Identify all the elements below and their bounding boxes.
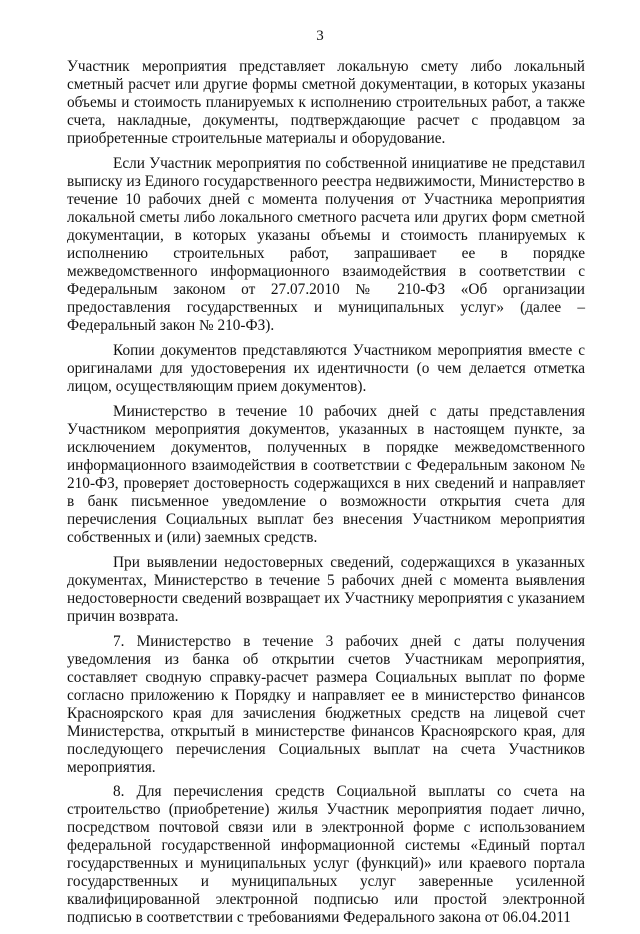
paragraph-document-copies: Копии документов представляются Участником мероприятия вместе с оригиналами для удостоверения их идентичности (о чем делается отметка лицом, осуществляющим прием документов). [67,342,585,395]
page-number: 3 [316,28,324,44]
paragraph-invalid-data-return: При выявлении недостоверных сведений, содержащихся в указанных документах, Министерство в течение 5 рабочих дней с момента выявления недостоверности сведений возвращает их Участнику мероприятия с указанием причин возврата. [67,554,585,625]
document-body [67,58,585,934]
paragraph-item-7: 7. Министерство в течение 3 рабочих дней с даты получения уведомления из банка об открытии счетов Участникам мероприятия, составляет сводную справку-расчет размера Социальных выплат по форме согласно приложению к Порядку и направляет ее в министерство финансов Красноярского края для зачисления бюджетных средств на лицевой счет Министерства, открытый в министерстве финансов Красноярского края, для последующего перечисления Социальных выплат на счета Участников мероприятия. [67,633,585,776]
paragraph-estimate-documents: Участник мероприятия представляет локальную смету либо локальный сметный расчет или другие формы сметной документации, в которых указаны объемы и стоимость планируемых к исполнению строительных работ, а также счета, накладные, документы, подтверждающие расчет с продавцом за приобретенные строительные материалы и оборудование. [67,58,585,147]
paragraph-verification: Министерство в течение 10 рабочих дней с даты представления Участником мероприятия документов, указанных в настоящем пункте, за исключением документов, полученных в порядке межведомственного информационного взаимодействия в соответствии с Федеральным законом № 210-ФЗ, проверяет достоверность содержащихся в них сведений и направляет в банк письменное уведомление о возможности открытия счета для перечисления Социальных выплат без внесения Участником мероприятия собственных и (или) заемных средств. [67,403,585,546]
paragraph-item-8: 8. Для перечисления средств Социальной выплаты со счета на строительство (приобретение) жилья Участник мероприятия подает лично, посредством почтовой связи или в электронной форме с использованием федеральной государственной информационной системы «Единый портал государственных и муниципальных услуг (функций)» или краевого портала государственных и муниципальных услуг заверенные усиленной квалифицированной электронной подписью или простой электронной подписью в соответствии с требованиями Федерального закона от 06.04.2011 [67,783,585,926]
paragraph-registry-extract-request: Если Участник мероприятия по собственной инициативе не представил выписку из Единого государственного реестра недвижимости, Министерство в течение 10 рабочих дней с момента получения от Участника мероприятия локальной сметы либо локального сметного расчета или других форм сметной документации, в которых указаны объемы и стоимость планируемых к исполнению строительных работ, запрашивает ее в порядке межведомственного информационного взаимодействия в соответствии с Федеральным законом от 27.07.2010 № 210-ФЗ «Об организации предоставления государственных и муниципальных услуг» (далее – Федеральный закон № 210-ФЗ). [67,155,585,334]
